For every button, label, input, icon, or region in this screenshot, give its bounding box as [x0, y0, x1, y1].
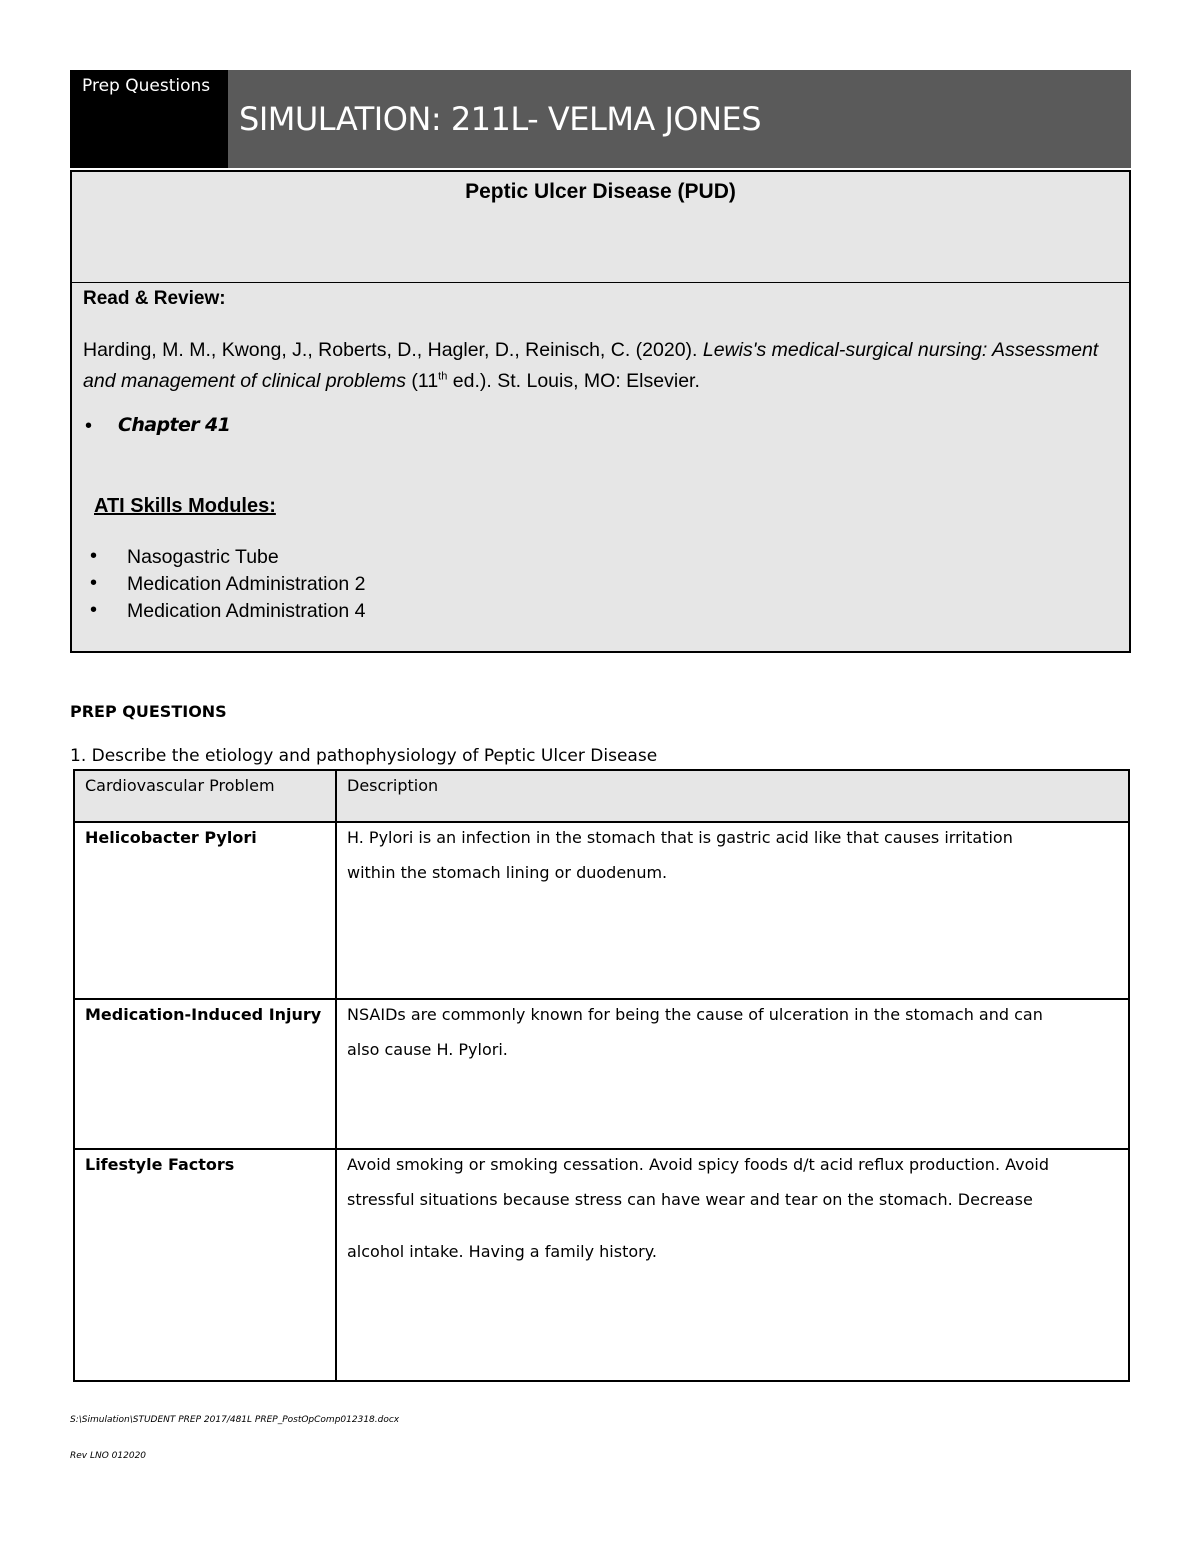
info-box — [70, 170, 1131, 653]
bullet-icon: • — [90, 545, 98, 567]
problem-label: Lifestyle Factors — [85, 1155, 235, 1174]
bullet-icon: • — [85, 415, 93, 437]
footer-revision: Rev LNO 012020 — [70, 1451, 147, 1461]
description-line: H. Pylori is an infection in the stomach that is gastric acid like that causes irritation — [347, 828, 1013, 847]
topic-heading: Peptic Ulcer Disease (PUD) — [465, 180, 736, 203]
table-header-row — [74, 770, 1129, 822]
citation-edition-sup: th — [438, 370, 448, 383]
table-row — [74, 1149, 1129, 1381]
column-header: Description — [336, 770, 1129, 822]
citation-title: Lewis's medical-surgical nursing: Assessment and management of clinical problems — [83, 339, 1099, 392]
table-row — [74, 999, 1129, 1149]
problem-cell — [74, 999, 336, 1149]
ati-item: Medication Administration 4 — [127, 600, 366, 622]
footer-path: S:\Simulation\STUDENT PREP 2017/481L PREP_PostOpComp012318.docx — [70, 1415, 400, 1425]
banner-label: Prep Questions — [82, 76, 211, 96]
citation-edition-pre: (11 — [406, 370, 439, 392]
problem-cell — [74, 1149, 336, 1381]
description-line: NSAIDs are commonly known for being the cause of ulceration in the stomach and can — [347, 1005, 1043, 1024]
prep-questions-heading: PREP QUESTIONS — [70, 702, 227, 721]
topic-section — [72, 172, 1129, 283]
ati-item: Nasogastric Tube — [127, 546, 279, 568]
citation — [83, 335, 1113, 397]
banner-label-block — [70, 70, 228, 168]
etiology-table — [73, 769, 1130, 1382]
citation-edition-post: ed.). St. Louis, MO: Elsevier. — [447, 370, 700, 392]
table-row — [74, 822, 1129, 999]
ati-item: Medication Administration 2 — [127, 573, 366, 595]
description-line: within the stomach lining or duodenum. — [347, 863, 668, 882]
ati-heading: ATI Skills Modules: — [94, 495, 276, 517]
problem-cell — [74, 822, 336, 999]
chapter-item: Chapter 41 — [118, 414, 231, 436]
description-line: Avoid smoking or smoking cessation. Avoid spicy foods d/t acid reflux production. Avoid — [347, 1155, 1049, 1174]
bullet-icon: • — [90, 572, 98, 594]
description-cell — [336, 999, 1129, 1149]
description-cell — [336, 822, 1129, 999]
problem-label: Helicobacter Pylori — [85, 828, 257, 847]
problem-label: Medication-Induced Injury — [85, 1005, 322, 1024]
description-line: also cause H. Pylori. — [347, 1040, 508, 1059]
header-banner — [70, 70, 1131, 168]
column-header: Cardiovascular Problem — [74, 770, 336, 822]
read-review-label: Read & Review: — [83, 288, 226, 309]
description-cell — [336, 1149, 1129, 1381]
description-line: stressful situations because stress can have wear and tear on the stomach. Decrease — [347, 1190, 1033, 1209]
citation-authors: Harding, M. M., Kwong, J., Roberts, D., Hagler, D., Reinisch, C. (2020). — [83, 339, 703, 361]
document-title: SIMULATION: 211L- VELMA JONES — [239, 100, 762, 138]
bullet-icon: • — [90, 599, 98, 621]
description-line: alcohol intake. Having a family history. — [347, 1242, 657, 1261]
question-1: 1. Describe the etiology and pathophysiology of Peptic Ulcer Disease — [70, 746, 658, 766]
